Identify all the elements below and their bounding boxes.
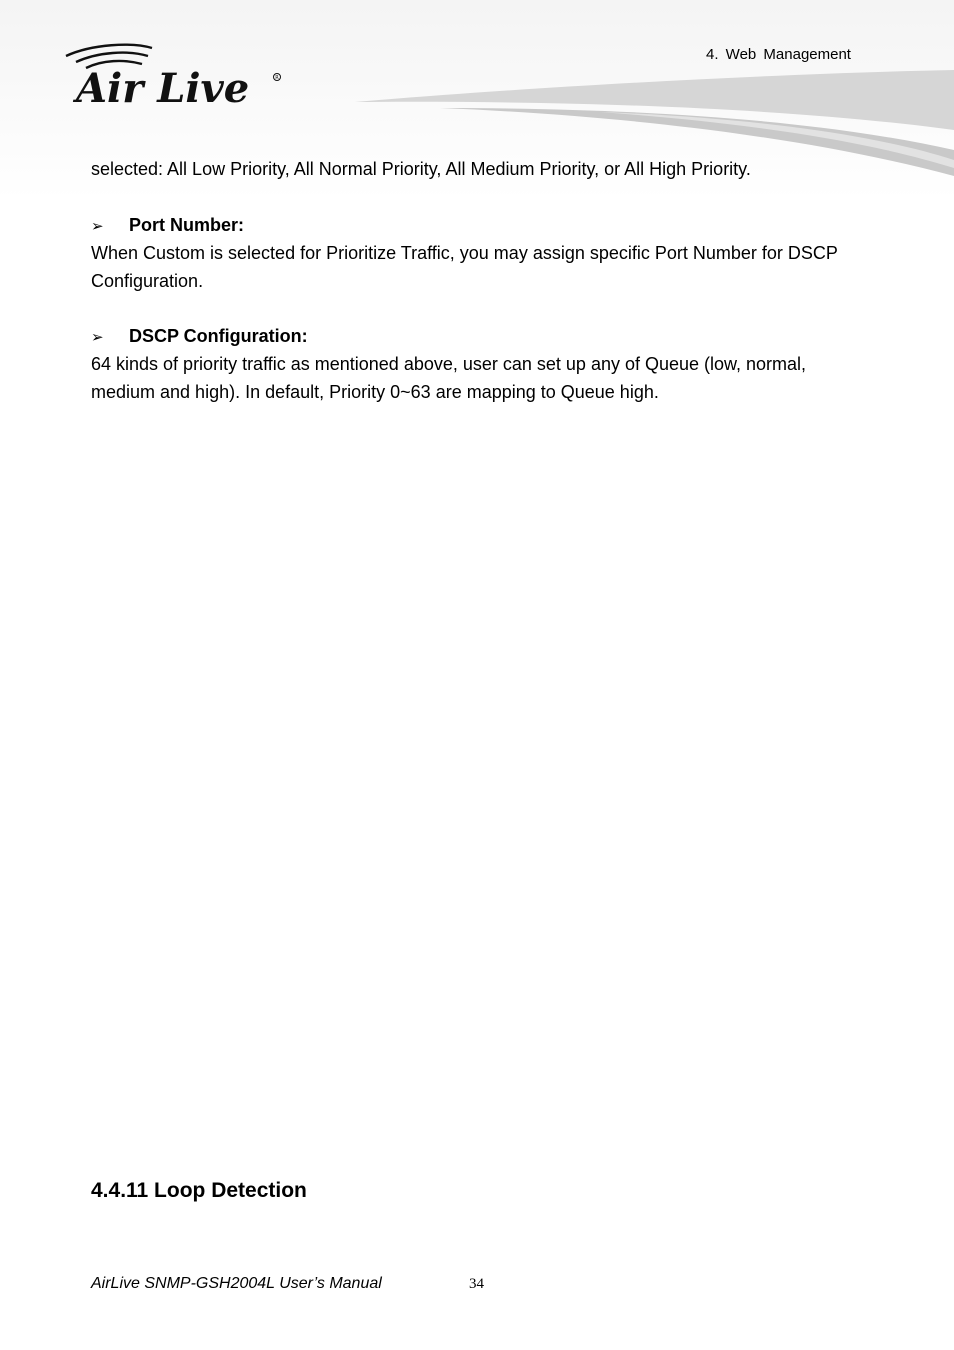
bullet-port-number [91, 211, 244, 240]
bullet-heading: Port Number: [129, 215, 245, 235]
section-title: 4.4.11 Loop Detection [91, 1179, 307, 1202]
chapter-header: 4. Web Management [706, 46, 851, 63]
airlive-logo [62, 42, 292, 112]
dscp-configuration-paragraph: 64 kinds of priority traffic as mentioned above, user can set up any of Queue (low, normal, medium and high). In default, Priority 0~63 are mapping to Queue high. [91, 354, 807, 402]
svg-text:R: R [275, 75, 279, 81]
intro-paragraph: selected: All Low Priority, All Normal Priority, All Medium Priority, or All High Priority. [91, 159, 751, 179]
page-number: 34 [469, 1276, 484, 1292]
arrowhead-bullet-icon: ➢ [91, 328, 104, 346]
arrowhead-bullet-icon: ➢ [91, 217, 104, 235]
logo-wordmark: Air Live [76, 65, 250, 112]
port-number-paragraph: When Custom is selected for Prioritize Traffic, you may assign specific Port Number for DSCP Configuration. [91, 243, 838, 291]
bullet-dscp-configuration [91, 322, 308, 351]
bullet-heading: DSCP Configuration: [129, 326, 308, 346]
footer-manual-title: AirLive SNMP-GSH2004L User’s Manual [91, 1275, 382, 1292]
